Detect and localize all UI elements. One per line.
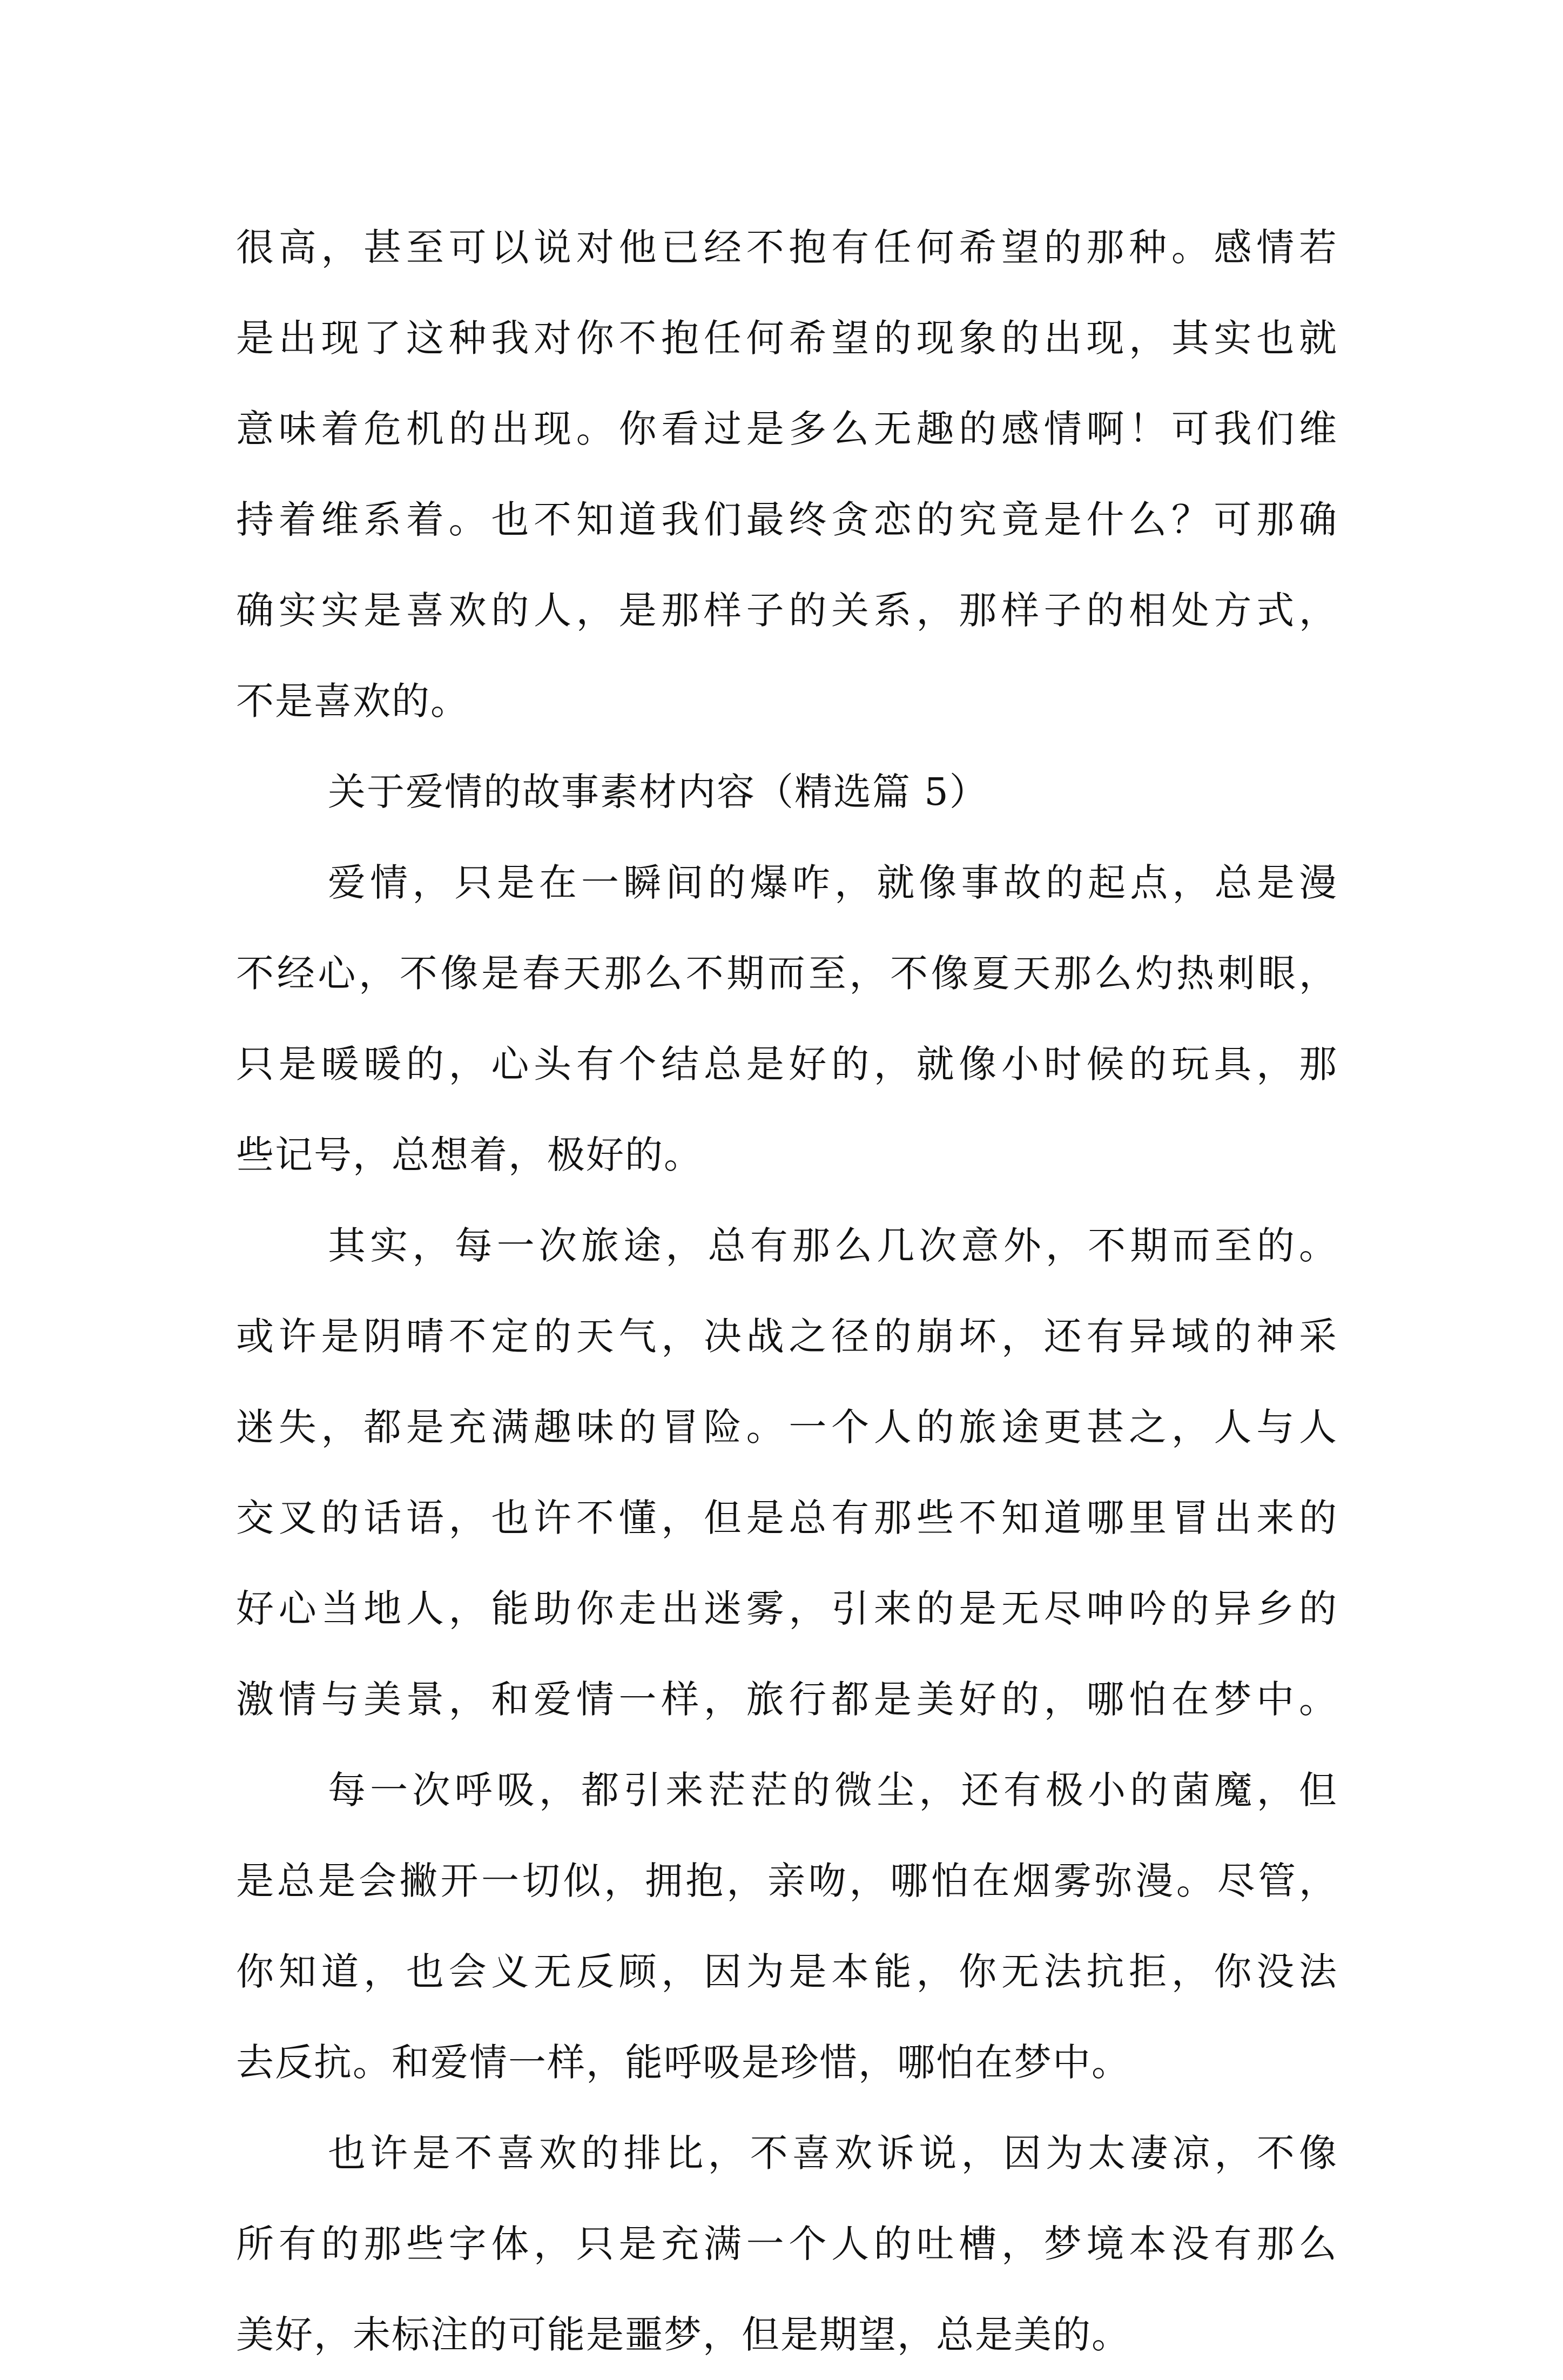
text-line: 是总是会撇开一切似，拥抱，亲吻，哪怕在烟雾弥漫。尽管， (236, 1859, 1338, 1903)
text-line: 也许是不喜欢的排比，不喜欢诉说，因为太凄凉，不像 (328, 2131, 1338, 2175)
text-line: 去反抗。和爱情一样，能呼吸是珍惜，哪怕在梦中。 (236, 2040, 1130, 2085)
document-body (236, 202, 1338, 2380)
text-line: 很高，甚至可以说对他已经不抱有任何希望的那种。感情若 (236, 225, 1338, 270)
text-line: 或许是阴晴不定的天气，决战之径的崩坏，还有异域的神采 (236, 1314, 1338, 1359)
section-heading: 关于爱情的故事素材内容（精选篇 5） (328, 770, 988, 814)
text-line: 美好，未标注的可能是噩梦，但是期望，总是美的。 (236, 2312, 1130, 2357)
text-line: 不经心，不像是春天那么不期而至，不像夏天那么灼热刺眼， (236, 951, 1338, 996)
text-line: 激情与美景，和爱情一样，旅行都是美好的，哪怕在梦中。 (236, 1677, 1338, 1722)
text-line: 每一次呼吸，都引来茫茫的微尘，还有极小的菌魔，但 (328, 1768, 1338, 1812)
text-line: 持着维系着。也不知道我们最终贪恋的究竟是什么？可那确 (236, 497, 1338, 542)
text-line: 好心当地人，能助你走出迷雾，引来的是无尽呻吟的异乡的 (236, 1586, 1338, 1631)
text-line: 是出现了这种我对你不抱任何希望的现象的出现，其实也就 (236, 316, 1338, 360)
text-line: 些记号，总想着，极好的。 (236, 1133, 703, 1177)
text-line: 交叉的话语，也许不懂，但是总有那些不知道哪里冒出来的 (236, 1496, 1338, 1540)
text-line: 其实，每一次旅途，总有那么几次意外，不期而至的。 (328, 1223, 1338, 1268)
text-line: 迷失，都是充满趣味的冒险。一个人的旅途更甚之，人与人 (236, 1405, 1338, 1449)
text-line: 爱情，只是在一瞬间的爆咋，就像事故的起点，总是漫 (328, 860, 1338, 905)
text-line: 所有的那些字体，只是充满一个人的吐槽，梦境本没有那么 (236, 2222, 1338, 2266)
text-line: 只是暖暖的，心头有个结总是好的，就像小时候的玩具，那 (236, 1042, 1338, 1086)
text-line: 意味着危机的出现。你看过是多么无趣的感情啊！可我们维 (236, 407, 1338, 451)
text-line: 不是喜欢的。 (236, 679, 469, 723)
text-line: 你知道，也会义无反顾，因为是本能，你无法抗拒，你没法 (236, 1949, 1338, 1994)
text-line: 确实实是喜欢的人，是那样子的关系，那样子的相处方式， (236, 588, 1338, 633)
